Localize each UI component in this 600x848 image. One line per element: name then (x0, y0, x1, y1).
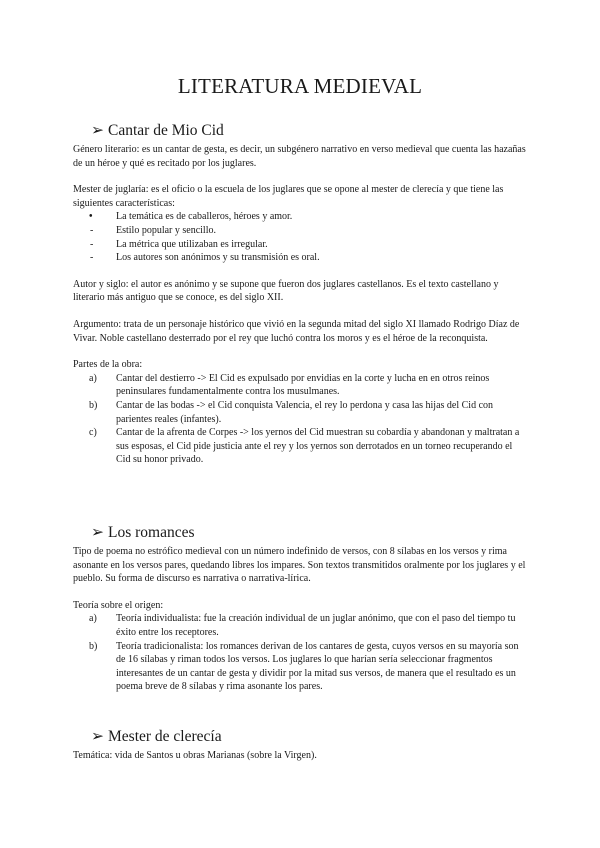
right-arrowhead-icon: ➢ (91, 122, 104, 139)
paragraph-argumento: Argumento: trata de un personaje histórico que vivió en la segunda mitad del siglo XI llamado Rodrigo Díaz de Vivar. Noble castellano desterrado por el rey que luchó contra los moros y es el héroe de la reconquista. (73, 318, 520, 344)
right-arrowhead-icon: ➢ (91, 728, 104, 745)
section-cantar-de-mio-cid (73, 122, 529, 467)
document-title: LITERATURA MEDIEVAL (177, 74, 423, 98)
heading-text: Los romances (108, 524, 195, 541)
paragraph-autor: Autor y siglo: el autor es anónimo y se supone que fueron dos juglares castellanos. Es el texto castellano y literario más antiguo que se conoce, es del siglo XII. (73, 278, 499, 304)
list-marker: a) (89, 372, 97, 384)
heading-text: Cantar de Mio Cid (108, 122, 224, 139)
list-item: - Estilo popular y sencillo. (73, 224, 529, 238)
list-text: Cantar de la afrenta de Corpes -> los yernos del Cid muestran su cobardía y abandonan y maltratan a sus esposas, el Cid pide justicia ante el rey y los yernos son derrotados en un torneo recuperando el Cid su honor privado. (116, 427, 520, 466)
list-text: Teoría tradicionalista: los romances derivan de los cantares de gesta, cuyos versos en su mayoría son de 16 sílabas y riman todos los versos. Los juglares lo que harían sería seleccionar fragmentos interesantes de un cantar de gesta y dividir por la mitad sus versos, de manera que el resultado es un poema breve de 8 sílabas y rima asonante los pares. (116, 640, 519, 693)
paragraph-tipo: Tipo de poema no estrófico medieval con un número indefinido de versos, con 8 sílabas en los versos y rima asonante en los versos pares, quedando libres los impares. Son textos transmitidos oralmente por los juglares y el pueblo. Su forma de discurso es narrativa o narrativa-lírica. (73, 546, 526, 585)
list-item: - La métrica que utilizaban es irregular. (73, 238, 529, 252)
characteristics-list (73, 210, 529, 264)
paragraph-genero: Género literario: es un cantar de gesta, es decir, un subgénero narrativo en verso medieval que cuenta las hazañas de un héroe y qué es recitado por los juglares. (73, 144, 526, 169)
list-item (73, 399, 529, 426)
partes-list (73, 372, 529, 467)
list-marker: b) (89, 640, 98, 652)
list-item (73, 612, 529, 639)
list-item: • La temática es de caballeros, héroes y amor. (73, 210, 529, 224)
list-item (73, 426, 529, 467)
list-marker: c) (89, 427, 97, 439)
right-arrowhead-icon: ➢ (91, 524, 104, 541)
paragraph-tematica: Temática: vida de Santos u obras Marianas (sobre la Virgen). (73, 750, 317, 761)
teorias-list (73, 612, 529, 694)
list-item (73, 640, 529, 694)
list-item: - Los autores son anónimos y su transmisión es oral. (73, 251, 529, 265)
heading-text: Mester de clerecía (108, 728, 222, 745)
section-los-romances (73, 524, 529, 694)
list-text: Cantar de las bodas -> el Cid conquista Valencia, el rey lo perdona y casa las hijas del Cid con parientes reales (infantes). (116, 399, 494, 425)
list-text: Cantar del destierro -> El Cid es expulsado por envidias en la corte y lucha en en otros reinos peninsulares fundamentalmente contra los musulmanes. (116, 372, 490, 398)
list-marker: b) (89, 399, 98, 411)
list-marker: a) (89, 613, 97, 625)
list-item (73, 372, 529, 399)
section-heading (91, 524, 529, 542)
section-heading (91, 122, 529, 140)
section-heading (91, 728, 529, 746)
teoria-label: Teoría sobre el origen: (73, 599, 164, 611)
section-mester-de-clerecia (73, 728, 529, 763)
paragraph-mester-juglaria: Mester de juglaría: es el oficio o la escuela de los juglares que se opone al mester de clerecía y que tiene las siguientes características: (73, 184, 504, 209)
partes-label: Partes de la obra: (73, 359, 143, 371)
list-text: Teoría individualista: fue la creación individual de un juglar anónimo, que con el paso del tiempo tu éxito entre los receptores. (116, 613, 516, 638)
